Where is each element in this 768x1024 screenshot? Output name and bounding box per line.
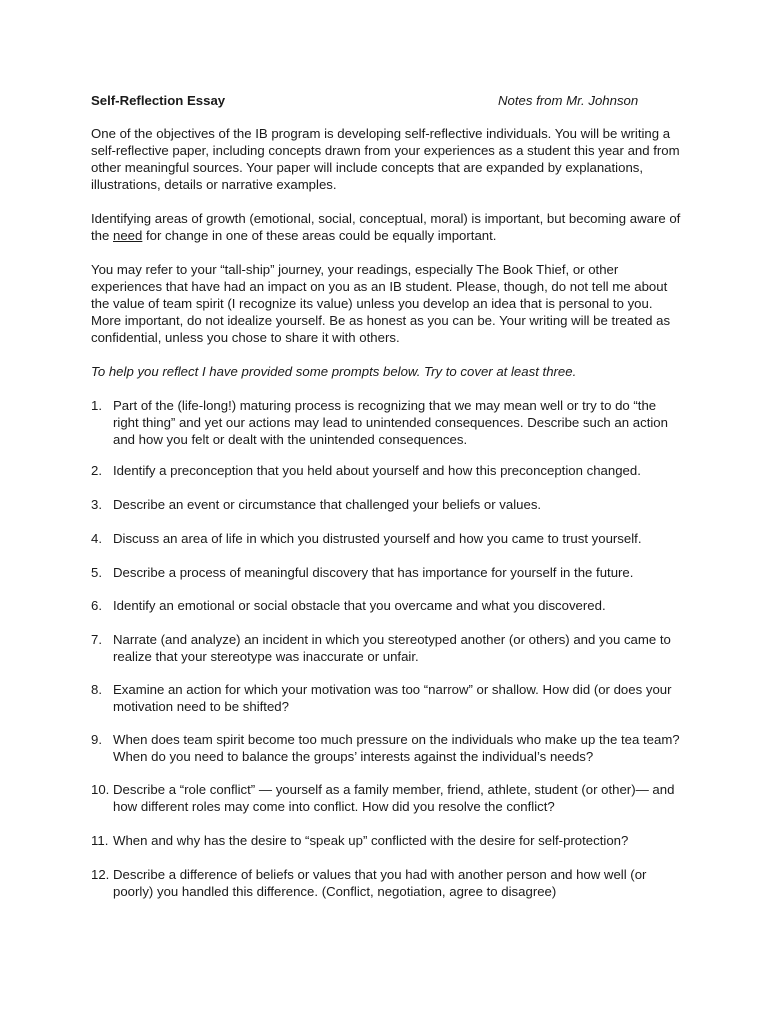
prompt-number: 10.	[91, 782, 110, 797]
list-item	[91, 397, 681, 448]
list-item	[91, 530, 681, 547]
prompt-text: Identify a preconception that you held about yourself and how this preconception changed.	[113, 463, 641, 478]
prompt-number: 5.	[91, 565, 102, 580]
growth-text-start: Identifying areas of growth (emotional, social, conceptual, moral) is important, but becoming aware of the	[91, 211, 681, 243]
growth-text-end: for change in one of these areas could be equally important.	[142, 228, 497, 243]
notes-author: Notes from Mr. Johnson	[498, 93, 639, 108]
growth-paragraph	[91, 210, 681, 244]
prompt-text: Examine an action for which your motivation was too “narrow” or shallow. How did (or does your motivation need to be shifted?	[113, 682, 672, 714]
references-paragraph: You may refer to your “tall-ship” journey, your readings, especially The Book Thief, or other experiences that have had an impact on you as an IB student. Please, though, do not tell me about the value of team spirit (I recognize its value) unless you develop an idea that is personal to you. More important, do not idealize yourself. Be as honest as you can be. Your writing will be treated as confidential, unless you chose to share it with others.	[91, 262, 671, 345]
prompt-text: Narrate (and analyze) an incident in which you stereotyped another (or others) and you came to realize that your stereotype was inaccurate or unfair.	[113, 632, 671, 664]
prompt-number: 8.	[91, 682, 102, 697]
prompt-text: Describe a process of meaningful discovery that has importance for yourself in the future.	[113, 565, 634, 580]
prompt-text: Identify an emotional or social obstacle that you overcame and what you discovered.	[113, 598, 606, 613]
document-header	[91, 93, 681, 111]
underlined-need: need	[113, 228, 143, 243]
prompts-intro: To help you reflect I have provided some prompts below. Try to cover at least three.	[91, 364, 577, 379]
list-item	[91, 462, 681, 479]
prompt-number: 1.	[91, 398, 102, 413]
list-item	[91, 866, 681, 900]
prompt-text: Part of the (life-long!) maturing process is recognizing that we may mean well or try to do “the right thing” and yet our actions may lead to unintended consequences. Describe such an action and how you felt or dealt with the unintended consequences.	[113, 398, 668, 447]
prompt-number: 6.	[91, 598, 102, 613]
prompt-text: When and why has the desire to “speak up” conflicted with the desire for self-protection?	[113, 833, 629, 848]
list-item	[91, 731, 681, 765]
list-item	[91, 681, 681, 715]
prompt-number: 12.	[91, 867, 110, 882]
prompt-text: Describe a difference of beliefs or values that you had with another person and how well (or poorly) you handled this difference. (Conflict, negotiation, agree to disagree)	[113, 867, 647, 899]
list-item	[91, 781, 681, 815]
prompt-number: 2.	[91, 463, 102, 478]
prompt-number: 3.	[91, 497, 102, 512]
objectives-paragraph: One of the objectives of the IB program is developing self-reflective individuals. You will be writing a self-reflective paper, including concepts drawn from your experiences as a student this year and from other meaningful sources. Your paper will include concepts that are expanded by explanations, illustrations, details or narrative examples.	[91, 126, 680, 192]
list-item	[91, 496, 681, 513]
list-item	[91, 564, 681, 581]
prompt-text: When does team spirit become too much pressure on the individuals who make up the tea team? When do you need to balance the groups’ interests against the individual’s needs?	[113, 732, 680, 764]
prompt-text: Describe a “role conflict” — yourself as a family member, friend, athlete, student (or other)— and how different roles may come into conflict. How did you resolve the conflict?	[113, 782, 675, 814]
prompt-text: Describe an event or circumstance that challenged your beliefs or values.	[113, 497, 542, 512]
prompt-text: Discuss an area of life in which you distrusted yourself and how you came to trust yourself.	[113, 531, 642, 546]
prompt-number: 11.	[91, 833, 109, 848]
prompt-number: 7.	[91, 632, 102, 647]
list-item	[91, 631, 681, 665]
prompt-number: 9.	[91, 732, 102, 747]
essay-title: Self-Reflection Essay	[91, 93, 226, 108]
prompt-number: 4.	[91, 531, 102, 546]
list-item	[91, 832, 681, 849]
list-item	[91, 597, 681, 614]
